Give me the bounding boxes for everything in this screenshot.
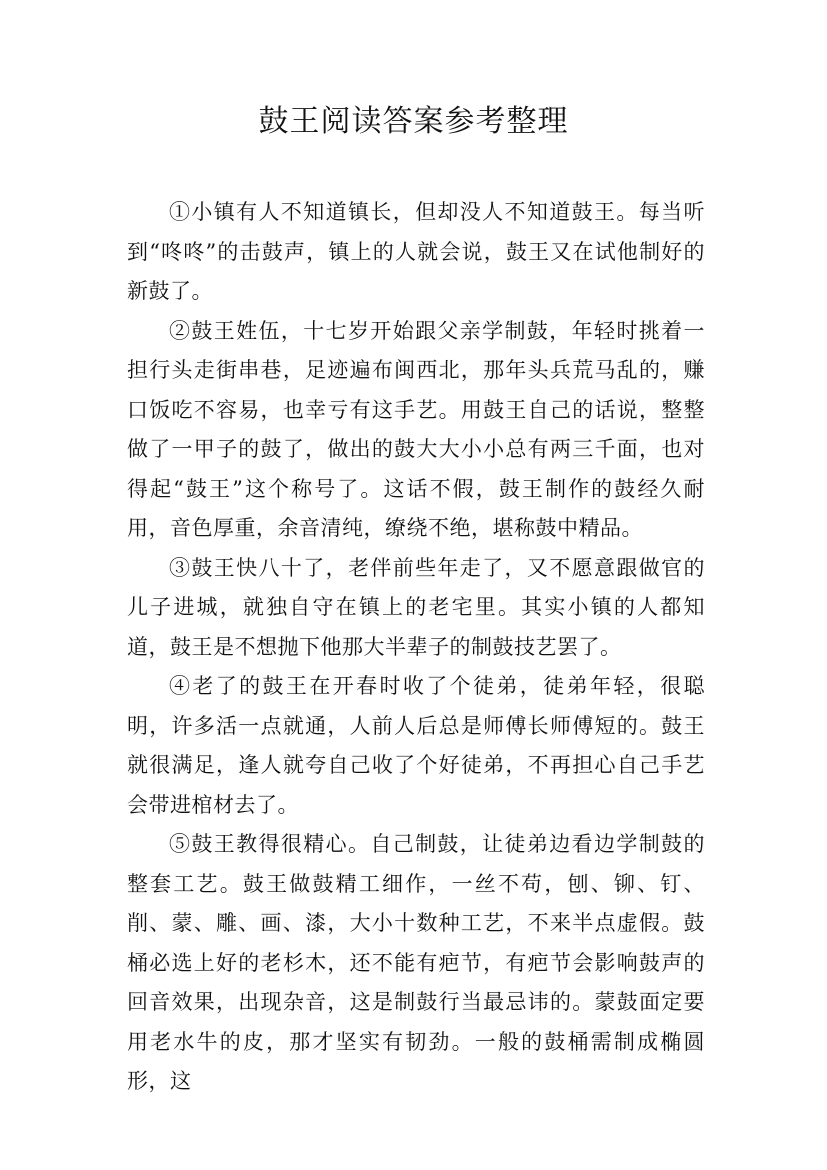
paragraph-3: ③鼓王快八十了，老伴前些年走了，又不愿意跟做官的儿子进城，就独自守在镇上的老宅里。其实小镇的人都知道，鼓王是不想抛下他那大半辈子的制鼓技艺罢了。 xyxy=(127,555,705,659)
paragraph-2: ②鼓王姓伍，十七岁开始跟父亲学制鼓，年轻时挑着一担行头走街串巷，足迹遍布闽西北，那年头兵荒马乱的，赚口饭吃不容易，也幸亏有这手艺。用鼓王自己的话说，整整做了一甲子的鼓了，做出的鼓大大小小总有两三千面，也对得起“鼓王”这个称号了。这话不假，鼓王制作的鼓经久耐用，音色厚重，余音清纯，缭绕不绝，堪称鼓中精品。 xyxy=(127,318,705,540)
document-body xyxy=(127,193,705,1102)
document-title: 鼓王阅读答案参考整理 xyxy=(258,104,569,139)
paragraph-4: ④老了的鼓王在开春时收了个徒弟，徒弟年轻，很聪明，许多活一点就通，人前人后总是师傅长师傅短的。鼓王就很满足，逢人就夸自己收了个好徒弟，不再担心自己手艺会带进棺材去了。 xyxy=(127,674,705,817)
paragraph-1: ①小镇有人不知道镇长，但却没人不知道鼓王。每当听到“咚咚”的击鼓声，镇上的人就会说，鼓王又在试他制好的新鼓了。 xyxy=(127,200,705,303)
paragraph-5: ⑤鼓王教得很精心。自己制鼓，让徒弟边看边学制鼓的整套工艺。鼓王做鼓精工细作，一丝不苟，刨、铆、钉、削、蒙、雕、画、漆，大小十数种工艺，不来半点虚假。鼓桶必选上好的老杉木，还不能有疤节，有疤节会影响鼓声的回音效果，出现杂音，这是制鼓行当最忌讳的。蒙鼓面定要用老水牛的皮，那才坚实有韧劲。一般的鼓桶需制成椭圆形，这 xyxy=(127,832,705,1093)
